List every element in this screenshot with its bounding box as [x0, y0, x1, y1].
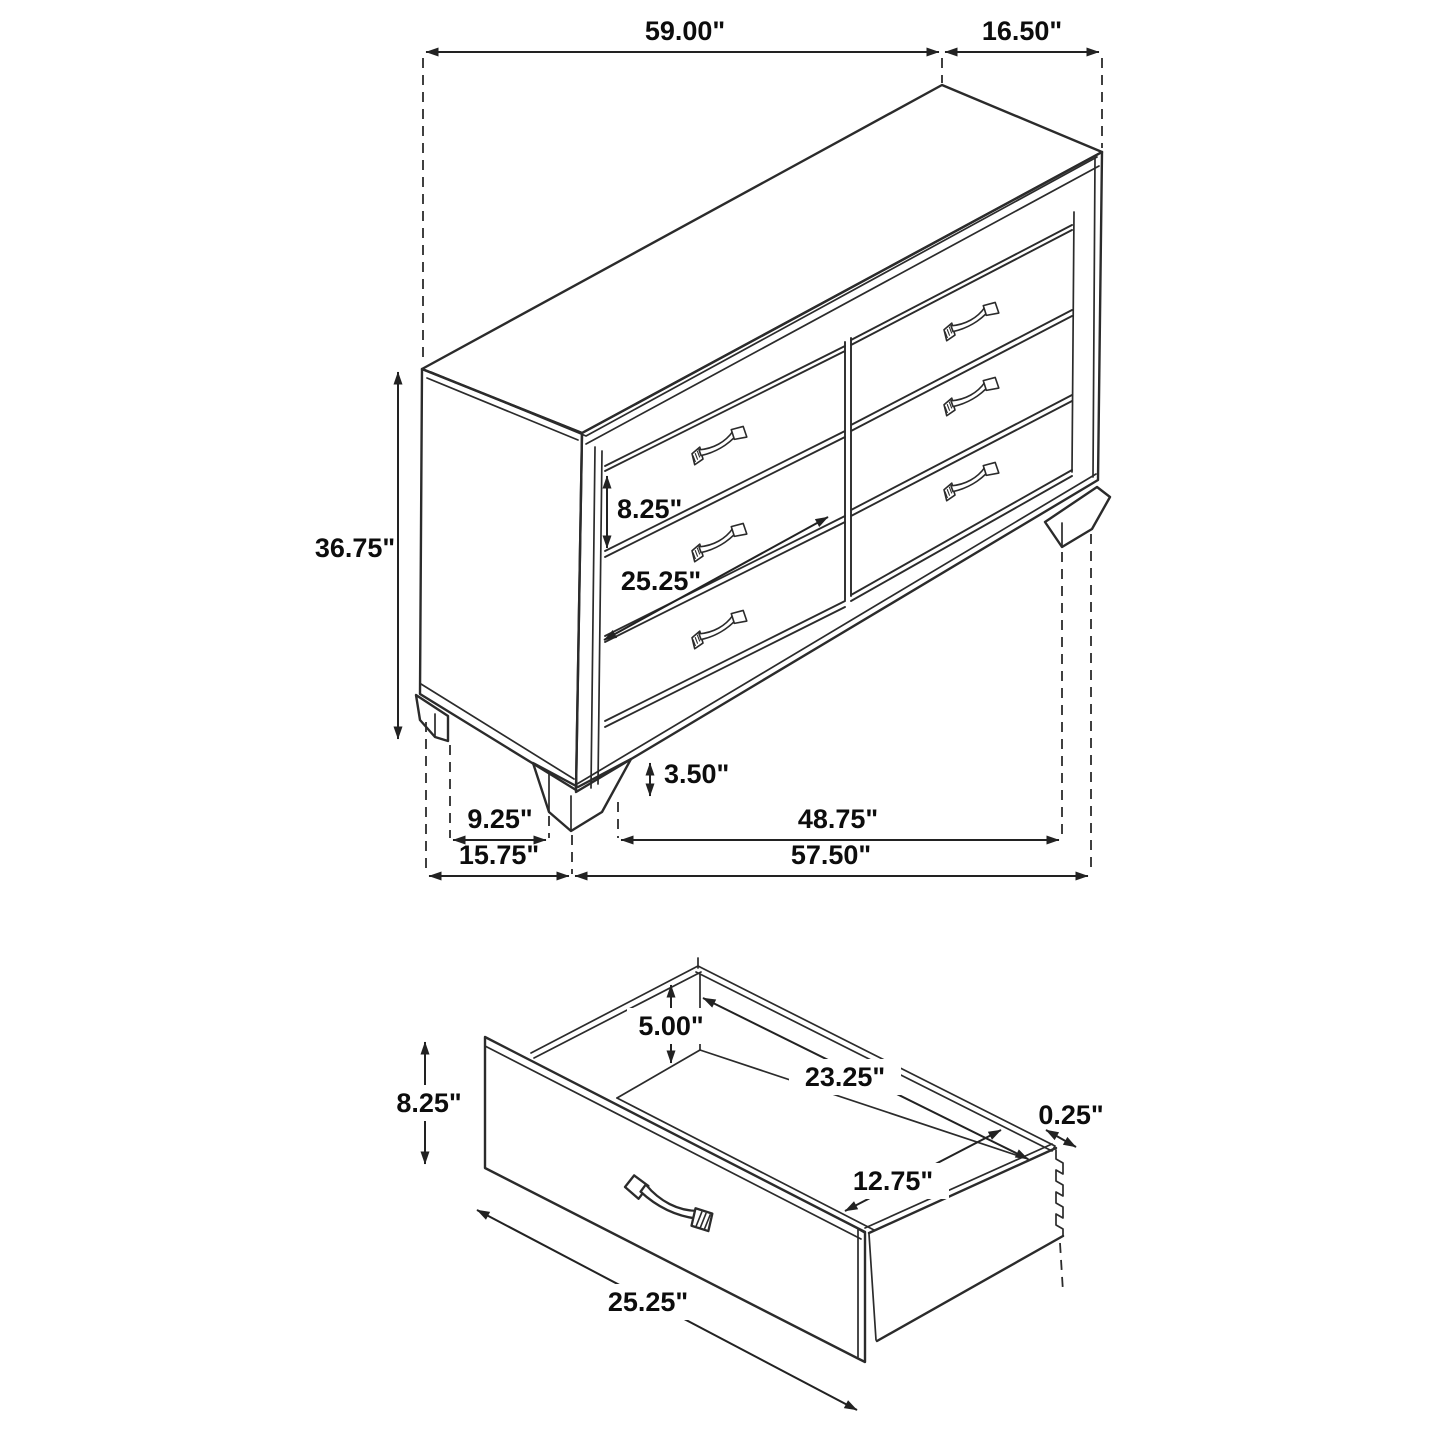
- dresser-figure: [315, 16, 1110, 876]
- drawer-dimensions: [385, 985, 1104, 1410]
- dresser-top-face: [422, 85, 1102, 433]
- front-right-foot: [1045, 487, 1110, 547]
- dim-label-front-width: 25.25": [607, 1287, 689, 1317]
- dim-label-top-depth: 16.50": [981, 16, 1063, 46]
- dresser-body: [416, 85, 1110, 831]
- right-wall-front-edge: [869, 1234, 876, 1340]
- drawer-figure: [385, 958, 1104, 1410]
- dresser-extension-lines: [423, 58, 1102, 874]
- drawer-body: [485, 958, 1063, 1362]
- center-divider: [845, 338, 851, 600]
- drawer-grid: [605, 225, 1072, 727]
- drawer-pull-icon: [688, 424, 748, 466]
- crown-rail-left: [605, 346, 845, 471]
- side-panel-base-line: [421, 684, 574, 779]
- dim-label-inner-height: 5.00": [638, 1011, 704, 1041]
- dim-label-base-depth: 15.75": [458, 840, 540, 870]
- right-corner-line: [1093, 158, 1095, 477]
- dim-label-base-width: 57.50": [790, 840, 872, 870]
- dim-label-height: 36.75": [314, 533, 396, 563]
- drawer-pull-icon: [623, 1173, 716, 1234]
- dim-label-feet-span: 48.75": [797, 804, 879, 834]
- drawer-pull-icon: [940, 375, 1000, 417]
- drawer-pull-icon: [940, 300, 1000, 342]
- hidden-edge-line: [1060, 1243, 1063, 1292]
- dim-label-drawer-width: 25.25": [620, 566, 702, 596]
- left-stile-line: [598, 451, 602, 784]
- dim-label-drawer-height: 8.25": [617, 494, 683, 524]
- drawer-pull-icon: [688, 521, 748, 563]
- left-stile-line: [591, 447, 595, 788]
- dim-label-side-thickness: 0.25": [1038, 1100, 1104, 1130]
- front-left-foot: [533, 759, 631, 831]
- right-stile-line: [1072, 212, 1074, 472]
- left-wall-bottom-line: [617, 1050, 700, 1098]
- top-face-bevel: [431, 157, 1097, 436]
- bottom-front-line: [617, 1098, 874, 1230]
- dim-label-front-height: 8.25": [396, 1088, 462, 1118]
- drawer-pull-icon: [940, 460, 1000, 502]
- front-top-bevel: [586, 166, 1099, 444]
- dim-label-foot-height: 3.50": [664, 759, 730, 789]
- side-panel-bevel: [427, 378, 578, 440]
- dresser-feet: [416, 487, 1110, 831]
- dim-label-top-width: 59.00": [644, 16, 726, 46]
- right-wall-bottom-edge: [877, 1236, 1063, 1341]
- dim-label-foot-setback: 9.25": [467, 804, 533, 834]
- dim-label-inner-depth: 12.75": [852, 1166, 934, 1196]
- dovetail-joint: [1056, 1150, 1063, 1236]
- dim-label-inner-width: 23.25": [804, 1062, 886, 1092]
- back-wall-top-edge: [696, 966, 1055, 1151]
- dresser-dimensions: [315, 16, 1099, 876]
- drawer-pull-icon: [688, 608, 748, 650]
